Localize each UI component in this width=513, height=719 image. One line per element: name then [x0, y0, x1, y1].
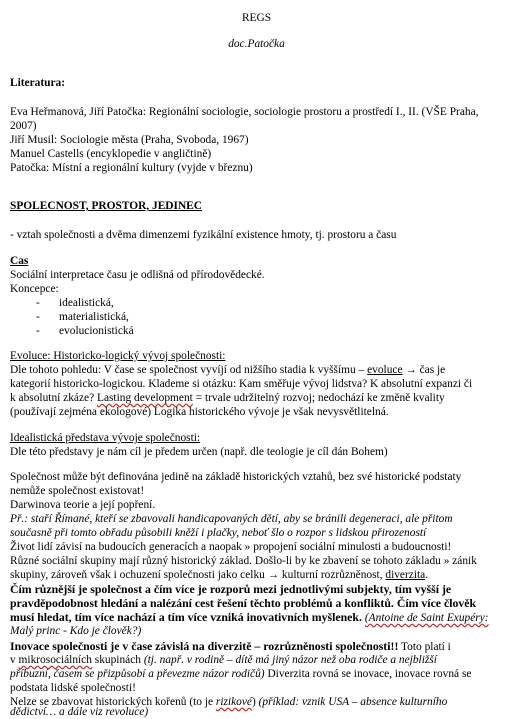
cas-line-2: Koncepce: [10, 283, 59, 295]
para-line-16: podstata lidské společnosti! [10, 682, 136, 694]
diverzita-term: diverzita [385, 569, 426, 581]
para-line-3: Darwinova teorie a její popření. [10, 499, 156, 511]
evoluce-heading: Evoluce: Historicko-logický vývoj společnosti: [10, 350, 226, 362]
para-line-18: dědictví… a dále viz revoluce) [10, 706, 149, 718]
cas-item-1: idealistická, [59, 297, 114, 309]
para-italic-text: (tj. např. v rodině – dítě má jiný názor než oba rodiče a nejbližší [143, 654, 437, 666]
quote-reference: (Antoine de Saint Exupéry: [364, 612, 489, 624]
para-text: . [425, 569, 429, 581]
idealisticka-line: Dle této představy je nám cíl je předem určen (např. dle teologie je cíl dán Bohem) [10, 446, 388, 458]
evoluce-line-2: kategorií historicko-logickou. Klademe si otázku: Kam směřuje vývoj lidstva? K absolutní expanzi či [10, 378, 473, 390]
section-intro: - vztah společnosti a dvěma dimenzemi fyzikální existence hmoty, tj. prostoru a času [10, 229, 397, 241]
literatura-item-4: Patočka: Místní a regionální kultury (vyjde v březnu) [10, 162, 253, 174]
para-italic-text: (příklad: vznik USA – absence kulturního [258, 696, 448, 708]
para-line-5: současně při tomto obřadu působili kněží i plačky, neboť šlo o rozpor s lidskou přirozeností [10, 527, 427, 539]
literatura-item-1-cont: 2007) [10, 120, 37, 132]
para-line-8 [10, 568, 428, 582]
para-line-11 [10, 610, 489, 625]
evoluce-text: k absolutní zkáze? [10, 392, 97, 404]
para-line-14 [10, 653, 437, 667]
cas-heading: Cas [10, 255, 29, 267]
para-line-12: Malý princ - Kdo je člověk?) [10, 625, 142, 637]
cas-line-1: Sociální interpretace času je odlišná od přírodovědecké. [10, 269, 265, 281]
evoluce-text: = trvale udržitelný rozvoj; nedochází ke změně kvality [192, 392, 445, 404]
para-bold-text: musí hledat, tím více nachází a tím více vzniká inovativních myšlenek. [10, 610, 365, 624]
para-line-10: pravděpodobnost hledání a nalézání cest řešení těchto problémů a konfliktů. Čím více člověk [10, 596, 477, 610]
para-text: Diverzita rovná se inovace, inovace rovná se [264, 668, 472, 680]
idealisticka-heading: Idealistická představa vývoje společnosti: [10, 432, 201, 444]
cas-item-3: evolucionistická [59, 325, 134, 337]
literatura-heading: Literatura: [10, 77, 66, 89]
cas-item-2: materialistická, [59, 311, 129, 323]
lasting-development-term: Lasting development [96, 392, 193, 404]
para-text: ) [251, 696, 259, 708]
literatura-item-2: Jiří Musil: Sociologie města (Praha, Svoboda, 1967) [10, 134, 249, 146]
para-line-15 [10, 667, 471, 681]
list-dash: - [36, 311, 40, 323]
para-line-9: Čím různější je společnost a čím více je rozporů mezi jednotlivými subjekty, tím vyšší je [10, 582, 452, 596]
para-italic-text: em se přizpůsobí a převezme názor rodičů) [68, 668, 265, 680]
para-text: skupiny, zároveň však i ochuzení společnosti jako celku → kulturní rozrůzněnost, [10, 569, 386, 581]
para-text: v [10, 654, 19, 666]
para-text: Toto platí i [398, 641, 451, 653]
evoluce-line-4: (používají zejména ekologové) Logika historického vývoje je však nevysvětlitelná. [10, 406, 389, 418]
literatura-item-1: Eva Heřmanová, Jiří Patočka: Regionální sociologie, sociologie prostoru a prostředí I., II. (VŠE Praha, [10, 106, 479, 118]
para-line-13 [10, 639, 451, 654]
mikrosocialnich-term: mikrosociálních [18, 654, 92, 666]
document-title: REGS [241, 12, 272, 24]
para-italic-text: příbuzní, čas [10, 668, 69, 680]
literatura-item-3: Manuel Castells (encyklopedie v angličtině) [10, 148, 212, 160]
list-dash: - [36, 325, 40, 337]
evoluce-term: evoluce [367, 364, 403, 376]
para-line-6: Život lidí závisí na budoucích generacích a naopak » propojení sociální minulosti a budoucnosti! [10, 541, 452, 553]
document-author: doc.Patočka [228, 38, 285, 50]
evoluce-line-3 [10, 391, 445, 405]
para-line-4: Př.: staří Římané, kteří se zbavovali handicapovaných dětí, aby se bránili degeneraci, ale přitom [10, 513, 453, 525]
para-line-1: Společnost může být definována jedině na základě historických vztahů, bez své historické podstaty [10, 471, 462, 483]
para-bold-text: Inovace společnosti je v čase závislá na diverzitě – rozrůzněnosti společnosti!! [10, 639, 399, 653]
rizikove-term: rizikové [215, 696, 252, 708]
section-heading: SPOLECNOST, PROSTOR, JEDINEC [10, 200, 202, 212]
evoluce-text: Dle tohoto pohledu: V čase se společnost vyvíjí od nižšího stadia k vyššímu – [10, 364, 368, 376]
para-line-2: nemůže společnost existovat! [10, 485, 145, 497]
evoluce-line-1 [10, 363, 445, 377]
para-text: skupinách [91, 654, 144, 666]
list-dash: - [36, 297, 40, 309]
para-text: Nelze se zbavovat historických kořenů (to je [10, 696, 216, 708]
evoluce-text: → čas je [402, 364, 446, 376]
para-line-7: Různé sociální skupiny mají různý historický základ. Došlo-li by ke zbavení se tohoto základu » zánik [10, 555, 477, 567]
